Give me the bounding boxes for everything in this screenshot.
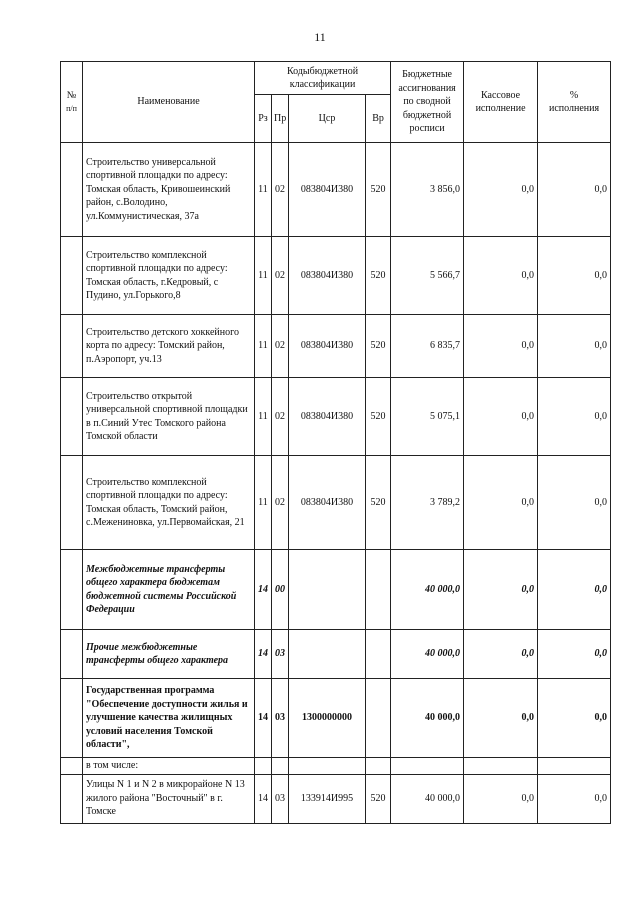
header-rz: Рз [255,95,272,143]
header-number-sign: № [66,89,77,101]
header-number [61,62,83,143]
row-number [61,237,83,315]
row-rz: 14 [255,550,272,630]
row-number [61,630,83,679]
row-name: Строительство комплексной спортивной площадки по адресу: Томская область, Томский район, с.Межениновка, ул.Первомайская, 21 [83,456,255,550]
header-budget: Бюджетные ассигнования по сводной бюджетной росписи [391,62,464,143]
row-csr: 083804И380 [289,143,366,237]
row-cash: 0,0 [464,315,538,378]
row-vr: 520 [366,378,391,456]
row-csr: 083804И380 [289,237,366,315]
table-row [61,630,611,679]
row-rz: 11 [255,143,272,237]
table-row [61,143,611,237]
table-row [61,456,611,550]
header-percent-sign: % [569,89,579,101]
row-name: Строительство комплексной спортивной площадки по адресу: Томская область, г.Кедровый, с Пудино, ул.Горького,8 [83,237,255,315]
header-percent [538,62,611,143]
row-vr: 520 [366,237,391,315]
row-percent: 0,0 [538,774,611,823]
table-row [61,378,611,456]
row-vr: 520 [366,315,391,378]
row-rz [255,758,272,775]
table-row [61,550,611,630]
row-vr [366,550,391,630]
row-budget: 40 000,0 [391,550,464,630]
row-cash: 0,0 [464,774,538,823]
row-number [61,456,83,550]
row-csr: 083804И380 [289,315,366,378]
budget-table [60,61,611,824]
row-percent: 0,0 [538,237,611,315]
row-number [61,143,83,237]
row-pr [272,758,289,775]
table-row [61,315,611,378]
row-rz: 14 [255,679,272,758]
row-csr [289,758,366,775]
row-name: Улицы N 1 и N 2 в микрорайоне N 13 жилого района "Восточный" в г. Томске [83,774,255,823]
row-vr [366,758,391,775]
row-cash: 0,0 [464,237,538,315]
row-cash: 0,0 [464,378,538,456]
row-name: Строительство детского хоккейного корта по адресу: Томский район, п.Аэропорт, уч.13 [83,315,255,378]
row-percent: 0,0 [538,456,611,550]
row-number [61,378,83,456]
row-csr: 133914И995 [289,774,366,823]
row-cash: 0,0 [464,143,538,237]
row-vr: 520 [366,774,391,823]
row-rz: 11 [255,456,272,550]
page-number: 11 [314,30,326,44]
row-pr: 03 [272,774,289,823]
row-percent [538,758,611,775]
header-number-sub: п/п [66,104,77,113]
table-row [61,237,611,315]
row-number [61,315,83,378]
row-budget: 40 000,0 [391,630,464,679]
table-row [61,679,611,758]
row-cash: 0,0 [464,456,538,550]
row-name: Прочие межбюджетные трансферты общего характера [83,630,255,679]
row-rz: 14 [255,774,272,823]
row-percent: 0,0 [538,378,611,456]
row-cash [464,758,538,775]
header-percent-label: исполнения [549,103,600,114]
row-rz: 11 [255,378,272,456]
row-csr: 083804И380 [289,378,366,456]
row-budget: 40 000,0 [391,679,464,758]
row-percent: 0,0 [538,315,611,378]
row-budget: 6 835,7 [391,315,464,378]
header-codes: Кодыбюджетной классификации [255,62,391,95]
row-budget: 5 566,7 [391,237,464,315]
table-row [61,758,611,775]
row-name: Строительство универсальной спортивной площадки по адресу: Томская область, Кривошеинский район, с.Володино, ул.Коммунистическая, 37а [83,143,255,237]
row-pr: 02 [272,143,289,237]
row-name: Межбюджетные трансферты общего характера бюджетам бюджетной системы Российской Федерации [83,550,255,630]
row-pr: 02 [272,456,289,550]
row-rz: 11 [255,315,272,378]
row-budget: 3 789,2 [391,456,464,550]
row-pr: 02 [272,237,289,315]
row-vr: 520 [366,143,391,237]
row-name: Государственная программа "Обеспечение доступности жилья и улучшение качества жилищных условий населения Томской области", [83,679,255,758]
row-cash: 0,0 [464,630,538,679]
header-vr: Вр [366,95,391,143]
row-pr: 02 [272,315,289,378]
row-percent: 0,0 [538,630,611,679]
row-vr [366,679,391,758]
row-budget [391,758,464,775]
header-pr: Пр [272,95,289,143]
row-pr: 03 [272,630,289,679]
row-rz: 11 [255,237,272,315]
row-rz: 14 [255,630,272,679]
row-cash: 0,0 [464,550,538,630]
row-budget: 5 075,1 [391,378,464,456]
row-cash: 0,0 [464,679,538,758]
row-csr: 1300000000 [289,679,366,758]
row-number [61,774,83,823]
header-name: Наименование [83,62,255,143]
row-number [61,758,83,775]
row-vr: 520 [366,456,391,550]
row-pr: 00 [272,550,289,630]
row-csr: 083804И380 [289,456,366,550]
row-budget: 3 856,0 [391,143,464,237]
row-name: Строительство открытой универсальной спортивной площадки в п.Синий Утес Томского района Томской области [83,378,255,456]
row-number [61,679,83,758]
row-vr [366,630,391,679]
row-number [61,550,83,630]
row-budget: 40 000,0 [391,774,464,823]
header-cash: Кассовое исполнение [464,62,538,143]
row-pr: 03 [272,679,289,758]
table-row [61,774,611,823]
row-percent: 0,0 [538,679,611,758]
row-percent: 0,0 [538,550,611,630]
header-csr: Цср [289,95,366,143]
row-csr [289,630,366,679]
row-csr [289,550,366,630]
row-name: в том числе: [83,758,255,775]
row-percent: 0,0 [538,143,611,237]
row-pr: 02 [272,378,289,456]
